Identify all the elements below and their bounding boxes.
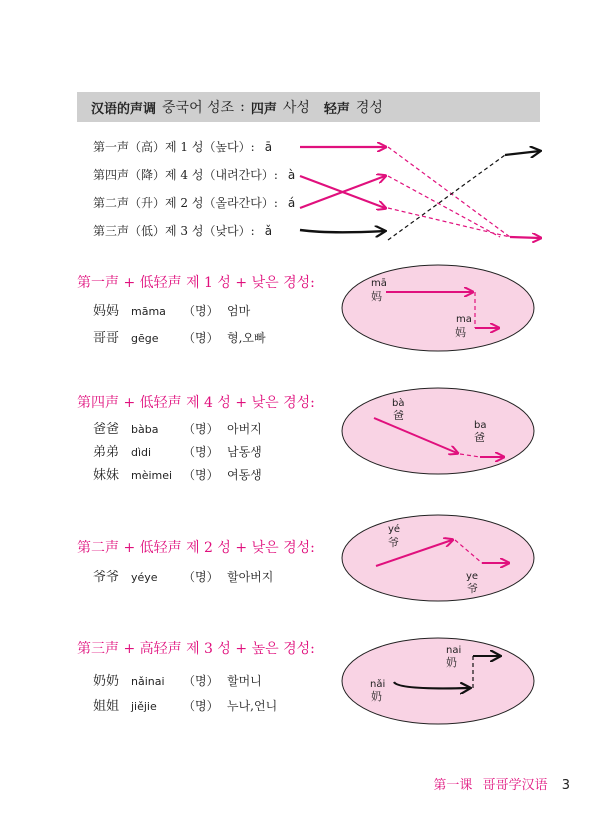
header-title-cn: 汉语的声调 <box>91 101 157 117</box>
diagram-bottom-hanzi: 爷 <box>467 582 478 595</box>
diagram-ellipse <box>342 388 534 474</box>
header-sishen-kr: 사성 <box>282 100 310 116</box>
word-pos: （명） <box>183 570 219 584</box>
word-pos: （명） <box>183 699 219 713</box>
diagram-top-pinyin: yé <box>388 524 401 535</box>
tone-mark: à <box>287 168 296 182</box>
word-pos: （명） <box>183 304 219 318</box>
word-pinyin: jiějie <box>131 700 157 713</box>
tone-label: 第四声（降）제 4 성（내려간다）: <box>93 168 278 182</box>
word-hanzi: 妹妹 <box>93 468 120 483</box>
word-pos: （명） <box>183 468 219 482</box>
tone-mark: ā <box>264 140 273 154</box>
diagram-top-hanzi: 奶 <box>446 656 457 669</box>
word-pinyin: bàba <box>131 423 159 436</box>
tone-mark: á <box>287 196 296 210</box>
diagram-yeye <box>342 515 534 601</box>
diagram-top-pinyin: mā <box>371 278 387 289</box>
footer-title: 哥哥学汉语 <box>482 778 548 793</box>
word-korean: 아버지 <box>227 422 262 436</box>
word-pinyin: dìdi <box>131 446 152 459</box>
word-pos: （명） <box>183 445 219 459</box>
page-number: 3 <box>561 778 570 793</box>
word-korean: 엄마 <box>227 304 251 318</box>
neutral-dash-3 <box>388 176 500 237</box>
header-title-kr: 중국어 성조 <box>162 100 235 116</box>
word-pinyin: gēge <box>131 332 159 345</box>
word-pinyin: māma <box>131 305 166 318</box>
tone3-arrow <box>300 230 385 232</box>
section-title-4: 第三声 + 高轻声 제 3 성 + 높은 경성: <box>77 641 315 657</box>
section-title-2: 第四声 + 低轻声 제 4 성 + 낮은 경성: <box>77 395 315 411</box>
footer-lesson: 第一课 <box>433 778 473 793</box>
diagram-top-hanzi: 爷 <box>388 536 399 549</box>
diagram-bottom-hanzi: 奶 <box>371 690 382 703</box>
diagram-bottom-pinyin: ye <box>466 571 479 582</box>
diagram-mama <box>342 265 534 351</box>
diagram-top-hanzi: 爸 <box>393 409 404 422</box>
diagram-top-pinyin: nai <box>446 645 462 656</box>
diagram-bottom-pinyin: ma <box>456 314 472 325</box>
word-korean: 남동생 <box>227 445 262 459</box>
word-pinyin: nǎinai <box>131 675 165 688</box>
page-footer <box>433 774 570 793</box>
diagram-top-hanzi: 妈 <box>371 290 382 303</box>
diagram-bottom-hanzi: 爸 <box>474 431 485 444</box>
word-pos: （명） <box>183 422 219 436</box>
diagram-top-pinyin: bà <box>392 398 405 409</box>
word-hanzi: 爸爸 <box>93 422 120 437</box>
header-qingsheng-kr: 경성 <box>355 100 383 116</box>
tone-label: 第二声（升）제 2 성（올라간다）: <box>93 196 278 210</box>
word-korean: 여동생 <box>227 468 262 482</box>
tone-label: 第三声（低）제 3 성（낮다）: <box>93 224 255 238</box>
diagram-bottom-hanzi: 妈 <box>455 326 466 339</box>
word-korean: 할머니 <box>227 674 262 688</box>
word-korean: 누나,언니 <box>227 699 278 713</box>
word-hanzi: 爷爷 <box>93 570 120 585</box>
neutral-dash-2 <box>388 208 510 237</box>
neutral-dash-4 <box>388 155 505 240</box>
neutral-dash-1 <box>388 147 510 237</box>
section-title-1: 第一声 + 低轻声 제 1 성 + 낮은 경성: <box>77 275 315 291</box>
tone-mark: ǎ <box>264 224 273 238</box>
tone-label: 第一声（高）제 1 성（높다）: <box>93 140 255 154</box>
word-hanzi: 弟弟 <box>93 445 120 460</box>
word-korean: 형,오빠 <box>227 331 266 345</box>
word-pinyin: yéye <box>131 571 158 584</box>
diagram-ellipse <box>342 515 534 601</box>
header-sep: : <box>240 99 245 115</box>
diagram-nainai <box>342 638 534 724</box>
word-hanzi: 哥哥 <box>93 331 120 346</box>
diagram-baba <box>342 388 534 474</box>
diagram-bottom-pinyin: nǎi <box>370 679 386 690</box>
tone-overview-arrows <box>300 147 540 240</box>
word-pinyin: mèimei <box>131 469 173 482</box>
section-title-3: 第二声 + 低轻声 제 2 성 + 낮은 경성: <box>77 540 315 556</box>
word-pos: （명） <box>183 674 219 688</box>
word-korean: 할아버지 <box>227 570 274 584</box>
word-pos: （명） <box>183 331 219 345</box>
diagram-bottom-pinyin: ba <box>474 420 487 431</box>
word-hanzi: 奶奶 <box>93 674 120 689</box>
word-hanzi: 姐姐 <box>93 699 120 714</box>
header-sishen: 四声 <box>250 101 277 117</box>
neutral-arrow-low <box>510 237 540 238</box>
neutral-arrow-high <box>505 151 540 155</box>
word-hanzi: 妈妈 <box>93 304 120 319</box>
header-qingsheng: 轻声 <box>323 101 350 117</box>
